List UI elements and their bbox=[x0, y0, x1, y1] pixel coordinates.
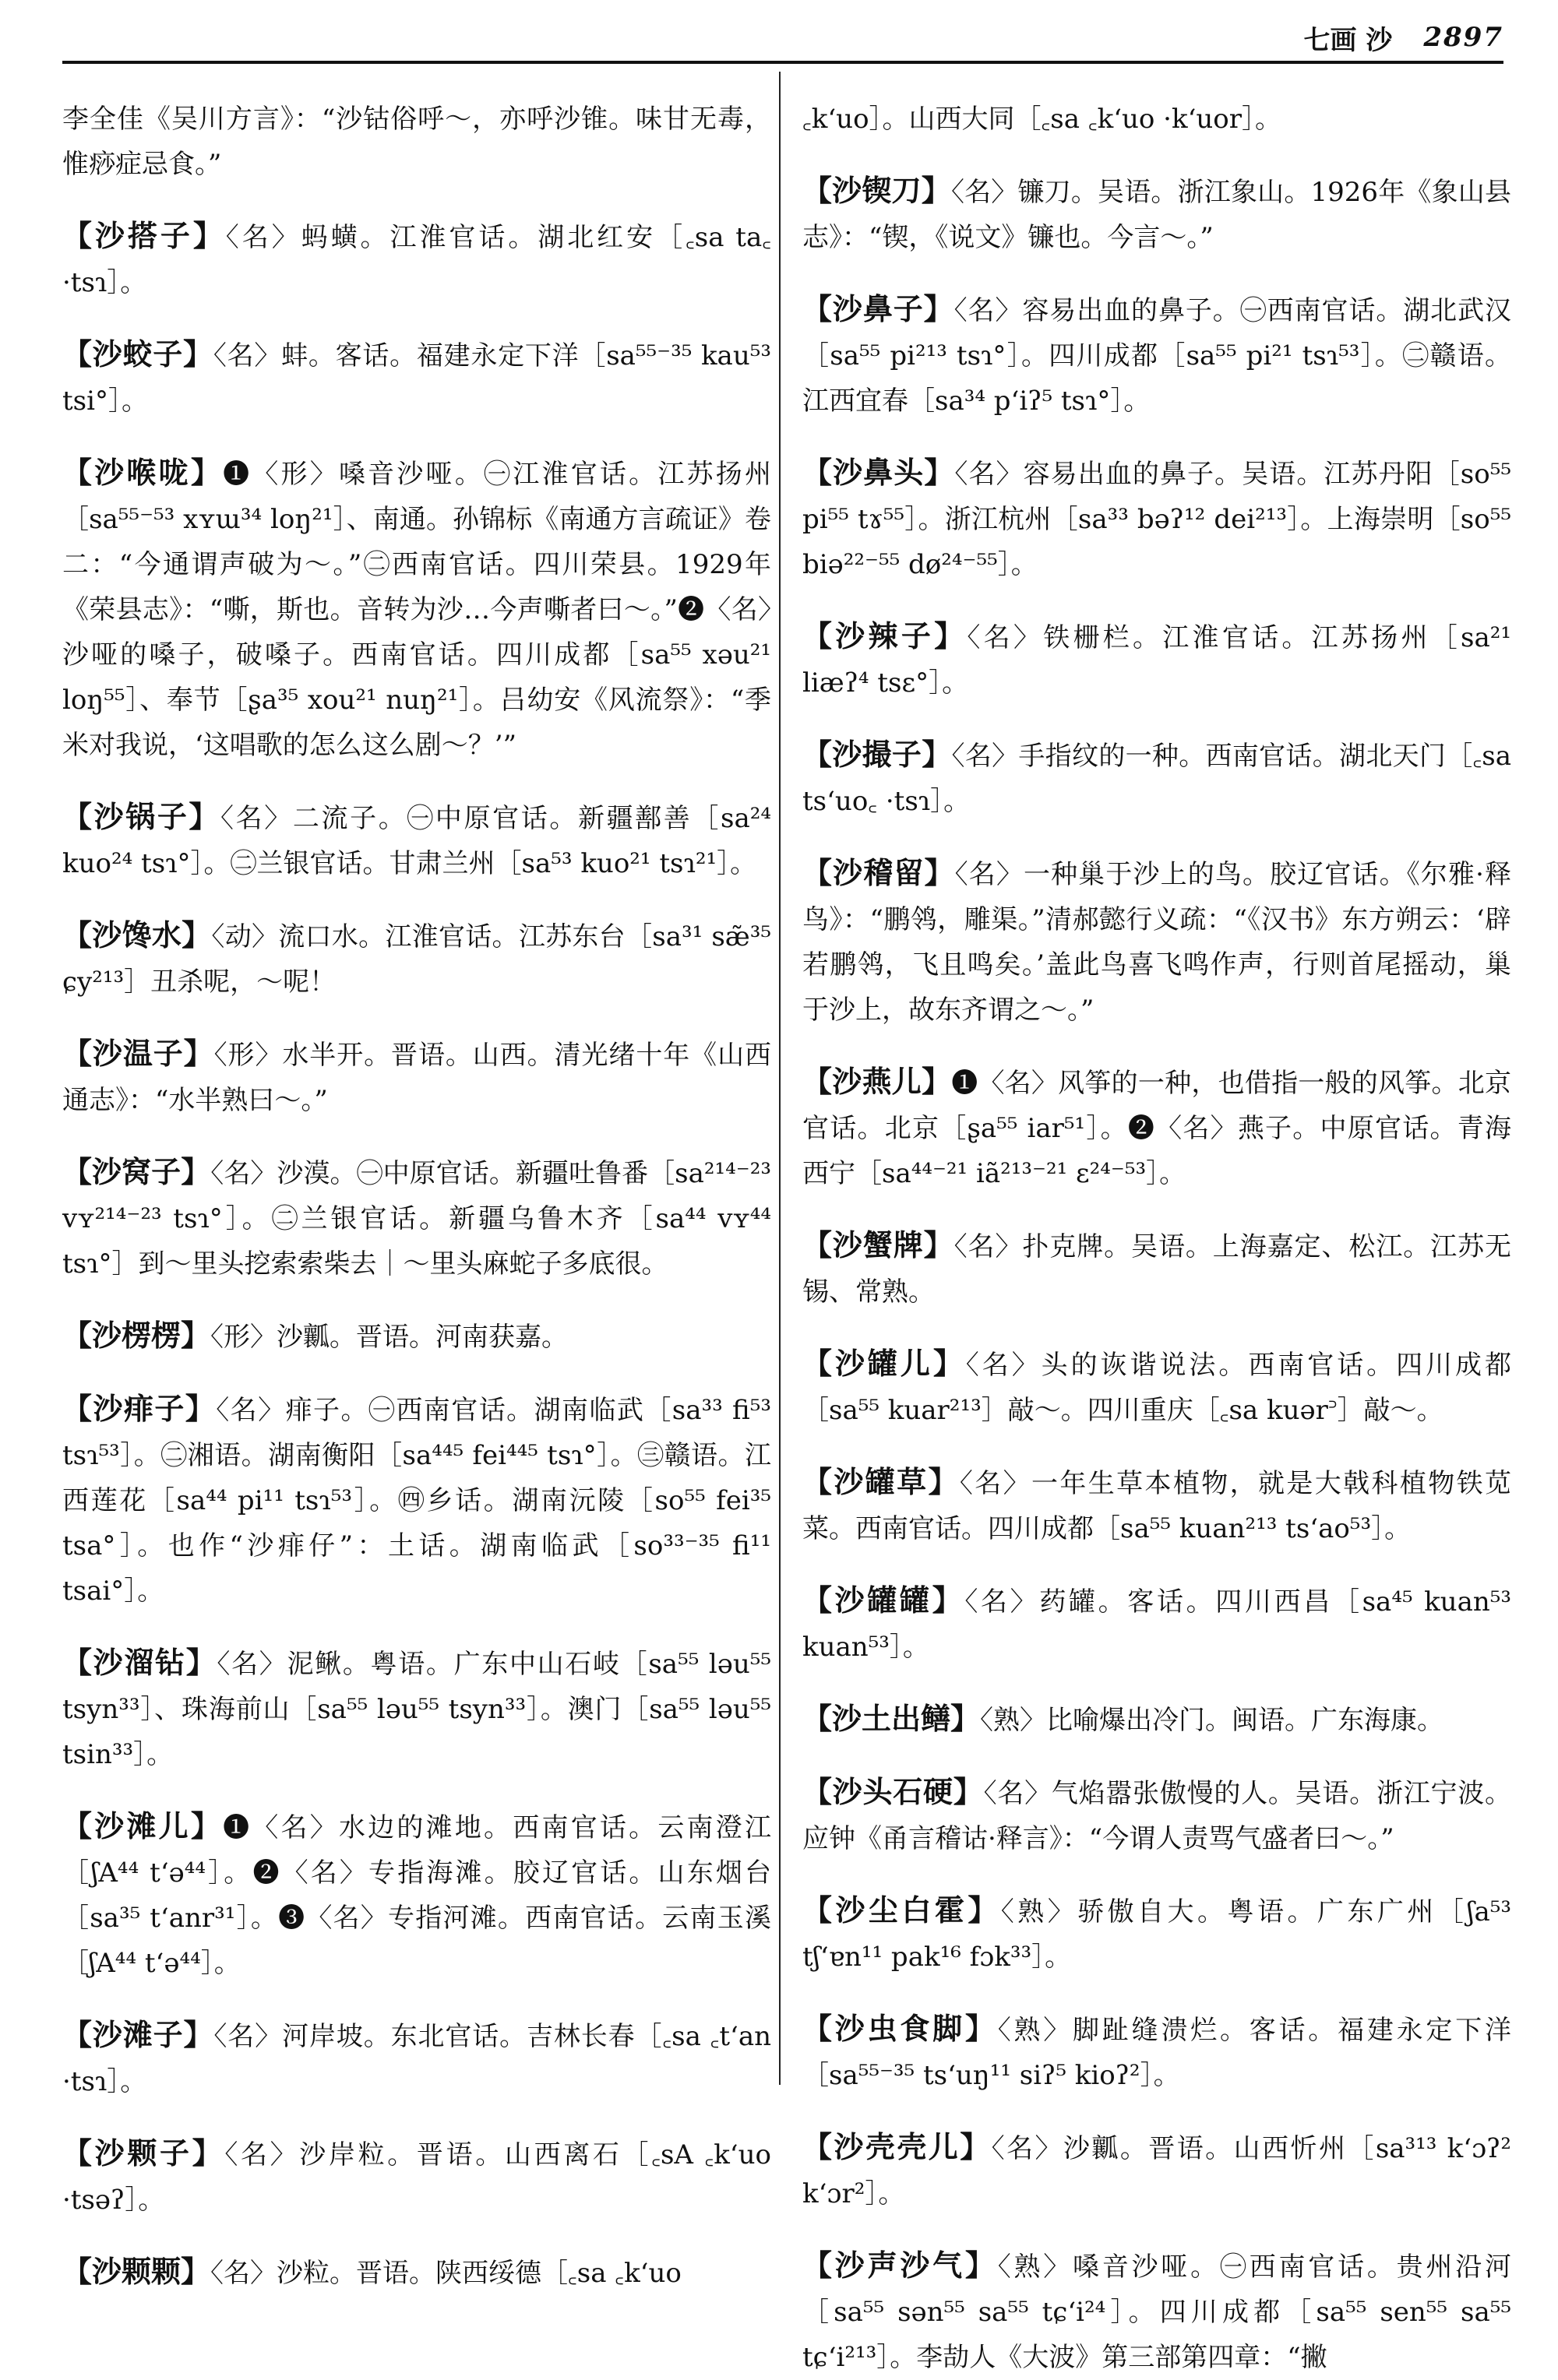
entry bbox=[802, 1696, 1511, 1743]
entry bbox=[802, 168, 1511, 260]
entry-text: ❶〈名〉风筝的一种，也借指一般的风筝。北京官话。北京［ʂa⁵⁵ iar⁵¹］。❷〈名〉燕子。中原官话。青海西宁［sa⁴⁴⁻²¹ iã²¹³⁻²¹ ɛ²⁴⁻⁵³］。 bbox=[802, 1068, 1511, 1189]
entry bbox=[802, 1769, 1511, 1861]
headword: 【沙搭子】 bbox=[62, 218, 226, 253]
entry-text: 〈名〉沙瓤。晋语。山西忻州［sa³¹³ kʻɔʔ² kʻɔr²］。 bbox=[802, 2133, 1511, 2209]
entry bbox=[62, 97, 771, 187]
page-number: 2897 bbox=[1423, 22, 1503, 53]
headword: 【沙馋水】 bbox=[62, 917, 212, 952]
entry bbox=[62, 2012, 771, 2104]
entry-text: 〈名〉河岸坡。东北官话。吉林长春［꜀sa ꜀tʻan ·tsɿ］。 bbox=[62, 2021, 771, 2097]
entry-text: 〈熟〉比喻爆出冷门。闽语。广东海康。 bbox=[980, 1705, 1444, 1736]
entry-text: 〈名〉一种巢于沙上的鸟。胶辽官话。《尔雅·释鸟》：“鹏鸰，雕渠。”清郝懿行义疏：“《汉书》东方朔云：‘辟若鹏鸰，飞且鸣矣。’盖此鸟喜飞鸣作声，行则首尾摇动，巢于沙上，故东齐谓之～。” bbox=[802, 859, 1511, 1026]
entry-text: 〈名〉手指纹的一种。西南官话。湖北天门［꜀sa tsʻuo꜀ ·tsɿ］。 bbox=[802, 741, 1511, 817]
entry bbox=[62, 1031, 771, 1123]
entry bbox=[62, 1386, 771, 1614]
headword: 【沙罐草】 bbox=[802, 1464, 960, 1499]
headword: 【沙稽留】 bbox=[802, 855, 955, 890]
headword: 【沙燕儿】 bbox=[802, 1064, 952, 1099]
headword: 【沙窝子】 bbox=[62, 1154, 211, 1189]
entry bbox=[62, 213, 771, 305]
entry-text: 〈名〉沙岸粒。晋语。山西离石［꜀sA ꜀kʻuo ·tsəʔ］。 bbox=[62, 2139, 771, 2216]
entry bbox=[62, 450, 771, 768]
headword: 【沙壳壳儿】 bbox=[802, 2129, 992, 2164]
entry-text: 〈名〉一年生草本植物，就是大戟科植物铁苋菜。西南官话。四川成都［sa⁵⁵ kuan²¹³ tsʻao⁵³］。 bbox=[802, 1468, 1511, 1544]
headword: 【沙滩儿】 bbox=[62, 1808, 224, 1843]
column-divider bbox=[779, 72, 781, 2085]
headword: 【沙土出鳝】 bbox=[802, 1701, 981, 1736]
headword: 【沙鼻头】 bbox=[802, 455, 955, 490]
headword: 【沙蟹牌】 bbox=[802, 1227, 954, 1262]
entry-text: 〈形〉沙瓤。晋语。河南获嘉。 bbox=[210, 1322, 569, 1353]
entry-text: 〈名〉容易出血的鼻子。㊀西南官话。湖北武汉［sa⁵⁵ pi²¹³ tsɿ°］。四川成都［sa⁵⁵ pi²¹ tsɿ⁵³］。㊁赣语。江西宜春［sa³⁴ pʻiʔ⁵ tsɿ°］。 bbox=[802, 295, 1511, 417]
entry-text: ꜀kʻuo］。山西大同［꜀sa ꜀kʻuo ·kʻuor］。 bbox=[802, 104, 1282, 135]
entry bbox=[802, 450, 1511, 587]
page-header bbox=[62, 14, 1503, 64]
entry-text: 〈名〉蚌。客话。福建永定下洋［sa⁵⁵⁻³⁵ kau⁵³ tsi°］。 bbox=[62, 340, 771, 417]
headword: 【沙温子】 bbox=[62, 1036, 214, 1071]
entry bbox=[802, 1459, 1511, 1551]
headword: 【沙声沙气】 bbox=[802, 2248, 998, 2283]
headword: 【沙喉咙】 bbox=[62, 455, 224, 490]
entry bbox=[62, 913, 771, 1005]
entry-text: 〈形〉水半开。晋语。山西。清光绪十年《山西通志》：“水半熟曰～。” bbox=[62, 1040, 771, 1116]
left-column bbox=[62, 70, 771, 2289]
entry bbox=[62, 1150, 771, 1287]
entry bbox=[62, 1804, 771, 1986]
entry-text: 〈名〉铁栅栏。江淮官话。江苏扬州［sa²¹ liæʔ⁴ tsɛ°］。 bbox=[802, 622, 1511, 699]
headword: 【沙蛟子】 bbox=[62, 336, 213, 371]
entry-text: 〈名〉痱子。㊀西南官话。湖南临武［sa³³ fi⁵³ tsɿ⁵³］。㊁湘语。湖南衡阳［sa⁴⁴⁵ fei⁴⁴⁵ tsɿ°］。㊂赣语。江西莲花［sa⁴⁴ pi¹¹ tsɿ⁵³］。㊃乡话。湖南沅陵［so⁵⁵ fei³⁵ tsa°］。也作“沙痱仔”：土话。湖南临武［so³³⁻³⁵ fi¹¹ tsai°］。 bbox=[62, 1395, 771, 1607]
entry-text: 〈名〉沙漠。㊀中原官话。新疆吐鲁番［sa²¹⁴⁻²³ vʏ²¹⁴⁻²³ tsɿ°］。㊁兰银官话。新疆乌鲁木齐［sa⁴⁴ vʏ⁴⁴ tsɿ°］到～里头挖索索柴去｜～里头麻蛇子多底很。 bbox=[62, 1158, 771, 1280]
entry-text: 〈名〉泥鳅。粤语。广东中山石岐［sa⁵⁵ ləu⁵⁵ tsyn³³］、珠海前山［sa⁵⁵ ləu⁵⁵ tsyn³³］。澳门［sa⁵⁵ ləu⁵⁵ tsin³³］。 bbox=[62, 1649, 771, 1770]
entry-text: 〈熟〉骄傲自大。粤语。广东广州［ʃa⁵³ tʃʻɐn¹¹ pak¹⁶ fɔk³³］。 bbox=[802, 1896, 1511, 1973]
headword: 【沙尘白霍】 bbox=[802, 1892, 1001, 1928]
entry bbox=[62, 2249, 771, 2296]
entry bbox=[62, 794, 771, 886]
headword: 【沙锅子】 bbox=[62, 799, 221, 834]
entry bbox=[62, 2131, 771, 2223]
headword: 【沙痱子】 bbox=[62, 1391, 217, 1426]
headword: 【沙锲刀】 bbox=[802, 173, 951, 208]
entry-text: ❶〈名〉水边的滩地。西南官话。云南澄江［ʃA⁴⁴ tʻə⁴⁴］。❷〈名〉专指海滩。胶辽官话。山东烟台［sa³⁵ tʻanr³¹］。❸〈名〉专指河滩。西南官话。云南玉溪［ʃA⁴⁴ tʻə⁴⁴］。 bbox=[62, 1812, 771, 1979]
entry bbox=[62, 332, 771, 424]
entry-text: ❶〈形〉嗓音沙哑。㊀江淮官话。江苏扬州［sa⁵⁵⁻⁵³ xʏɯ³⁴ loŋ²¹］、南通。孙锦标《南通方言疏证》卷二：“今通谓声破为～。”㊁西南官话。四川荣县。1929年《荣县志》：“嘶，斯也。音转为沙…今声嘶者曰～。”❷〈名〉沙哑的嗓子，破嗓子。西南官话。四川成都［sa⁵⁵ xəu²¹ loŋ⁵⁵］、奉节［ʂa³⁵ xou²¹ nuŋ²¹］。吕幼安《风流祭》：“季米对我说，‘这唱歌的怎么这么剧～？’” bbox=[62, 459, 771, 761]
headword: 【沙辣子】 bbox=[802, 618, 968, 653]
section-title: 七画 沙 bbox=[1303, 24, 1393, 56]
headword: 【沙罐儿】 bbox=[802, 1346, 966, 1381]
entry-text: 李全佳《吴川方言》：“沙钴俗呼～，亦呼沙锥。味甘无毒，惟痧症忌食。” bbox=[62, 104, 771, 180]
entry bbox=[62, 1313, 771, 1360]
headword: 【沙虫食脚】 bbox=[802, 2011, 998, 2046]
headword: 【沙楞楞】 bbox=[62, 1318, 211, 1353]
entry bbox=[802, 2243, 1511, 2380]
headword: 【沙头石硬】 bbox=[802, 1774, 984, 1809]
entry bbox=[802, 1223, 1511, 1315]
headword: 【沙颗颗】 bbox=[62, 2254, 211, 2289]
entry-text: 〈名〉扑克牌。吴语。上海嘉定、松江。江苏无锡、常熟。 bbox=[802, 1231, 1511, 1308]
entry-text: 〈动〉流口水。江淮官话。江苏东台［sa³¹ sæ̃³⁵ ɕy²¹³］丑杀呢，～呢！ bbox=[62, 921, 771, 998]
headword: 【沙溜钻】 bbox=[62, 1645, 217, 1680]
entry bbox=[802, 614, 1511, 706]
entry-text: 〈名〉容易出血的鼻子。吴语。江苏丹阳［so⁵⁵ pi⁵⁵ tɤ⁵⁵］。浙江杭州［sa³³ bəʔ¹² dei²¹³］。上海崇明［so⁵⁵ biə²²⁻⁵⁵ dø²⁴⁻⁵⁵］。 bbox=[802, 459, 1511, 580]
entry-text: 〈熟〉脚趾缝溃烂。客话。福建永定下洋［sa⁵⁵⁻³⁵ tsʻuŋ¹¹ siʔ⁵ kioʔ²］。 bbox=[802, 2015, 1511, 2091]
headword: 【沙撮子】 bbox=[802, 737, 952, 772]
entry bbox=[802, 1341, 1511, 1433]
entry bbox=[62, 1640, 771, 1777]
entry bbox=[802, 1888, 1511, 1980]
entry bbox=[802, 97, 1511, 142]
entry-text: 〈名〉气焰嚣张傲慢的人。吴语。浙江宁波。应钟《甬言稽诂·释言》：“今谓人责骂气盛者曰～。” bbox=[802, 1778, 1511, 1854]
entry-text: 〈名〉头的诙谐说法。西南官话。四川成都［sa⁵⁵ kuar²¹³］敲～。四川重庆［꜀sa kuər꜄］敲～。 bbox=[802, 1350, 1511, 1426]
entry bbox=[802, 1578, 1511, 1670]
entry-text: 〈名〉蚂蟥。江淮官话。湖北红安［꜀sa ta꜀ ·tsɿ］。 bbox=[62, 222, 771, 298]
entry bbox=[802, 1059, 1511, 1196]
entry bbox=[802, 732, 1511, 824]
entry-text: 〈名〉二流子。㊀中原官话。新疆鄯善［sa²⁴ kuo²⁴ tsɿ°］。㊁兰银官话。甘肃兰州［sa⁵³ kuo²¹ tsɿ²¹］。 bbox=[62, 803, 771, 879]
entry bbox=[802, 287, 1511, 424]
entry bbox=[802, 850, 1511, 1033]
right-column bbox=[802, 70, 1511, 2373]
entry bbox=[802, 2006, 1511, 2098]
entry-text: 〈名〉镰刀。吴语。浙江象山。1926年《象山县志》：“锲，《说文》镰也。今言～。” bbox=[802, 177, 1511, 253]
entry-text: 〈熟〉嗓音沙哑。㊀西南官话。贵州沿河［sa⁵⁵ sən⁵⁵ sa⁵⁵ tɕʻi²⁴］。四川成都［sa⁵⁵ sen⁵⁵ sa⁵⁵ tɕʻi²¹³］。李劼人《大波》第三部第四章：“撇 bbox=[802, 2251, 1511, 2373]
headword: 【沙罐罐】 bbox=[802, 1583, 965, 1618]
entry-text: 〈名〉沙粒。晋语。陕西绥德［꜀sa ꜀kʻuo bbox=[210, 2258, 682, 2289]
entry-text: 〈名〉药罐。客话。四川西昌［sa⁴⁵ kuan⁵³ kuan⁵³］。 bbox=[802, 1586, 1511, 1663]
headword: 【沙颗子】 bbox=[62, 2135, 225, 2171]
headword: 【沙鼻子】 bbox=[802, 291, 954, 326]
headword: 【沙滩子】 bbox=[62, 2017, 214, 2052]
entry bbox=[802, 2125, 1511, 2216]
